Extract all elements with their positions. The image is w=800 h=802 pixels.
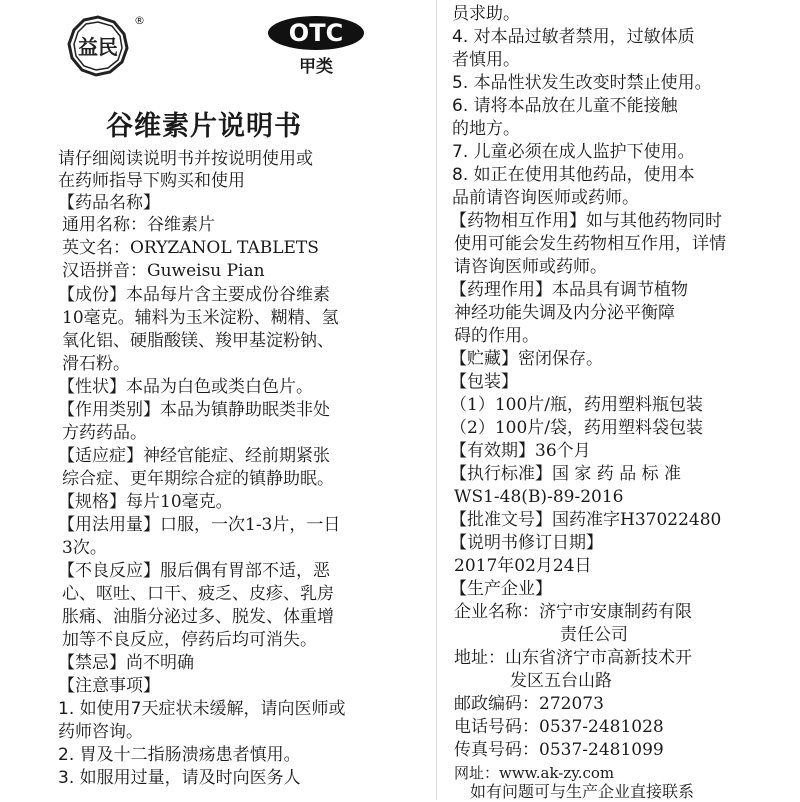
section-properties — [58, 377, 313, 397]
address-line-1: 地址：山东省济宁市高新技术开 — [454, 648, 692, 668]
section-standard — [450, 464, 681, 484]
fax: 传真号码：0537-2481099 — [454, 740, 664, 760]
section-head-properties: 【性状】 — [58, 377, 126, 397]
package-line-2: （2）100片/袋，药用塑料袋包装 — [450, 418, 703, 438]
section-head-adverse: 【不良反应】 — [58, 561, 160, 581]
composition-line-1: 本品每片含主要成份谷维素 — [126, 285, 330, 305]
section-category — [58, 400, 330, 420]
section-head-package: 【包装】 — [450, 372, 518, 392]
address-line-2: 发区五台山路 — [510, 671, 612, 691]
generic-name: 通用名称：谷维素片 — [62, 215, 215, 235]
pinyin-name: 汉语拼音：Guweisu Pian — [62, 261, 265, 281]
section-validity — [450, 441, 591, 461]
logo-text: 益民 — [78, 35, 118, 59]
precaution-8b: 品前请咨询医师或药师。 — [452, 188, 639, 208]
section-head-precautions: 【注意事项】 — [58, 676, 160, 696]
composition-line-4: 滑石粉。 — [62, 354, 130, 374]
section-head-interaction: 【药物相互作用】 — [450, 211, 586, 231]
maker-name-line-2: 责任公司 — [560, 625, 628, 645]
section-head-standard: 【执行标准】 — [450, 464, 552, 484]
section-head-storage: 【贮藏】 — [450, 349, 518, 369]
contra-line-1: 尚不明确 — [126, 653, 194, 673]
postcode: 邮政编码：272073 — [454, 694, 604, 714]
interaction-line-1: 如与其他药物同时 — [586, 211, 722, 231]
validity-line-1: 36个月 — [535, 441, 591, 461]
precaution-3: 3. 如服用过量，请及时向医务人 — [58, 768, 301, 788]
section-head-validity: 【有效期】 — [450, 441, 535, 461]
standard-line-2: WS1-48(B)-89-2016 — [454, 487, 624, 507]
category-line-1: 本品为镇静助眠类非处 — [160, 400, 330, 420]
english-name: 英文名：ORYZANOL TABLETS — [62, 238, 319, 258]
precaution-6b: 的地方。 — [452, 119, 520, 139]
category-line-2: 方药药品。 — [62, 423, 147, 443]
pharm-line-3: 碍的作用。 — [454, 326, 539, 346]
interaction-line-2: 使用可能会发生药物相互作用，详情 — [454, 234, 726, 254]
precaution-4a: 4. 对本品过敏者禁用，过敏体质 — [452, 27, 695, 47]
pharm-line-2: 神经功能失调及内分泌平衡障 — [454, 303, 675, 323]
pharm-line-1: 本品具有调节植物 — [552, 280, 688, 300]
precaution-4b: 者慎用。 — [452, 50, 520, 70]
package-line-1: （1）100片/瓶，药用塑料瓶包装 — [450, 395, 703, 415]
section-usage — [58, 515, 340, 535]
precaution-1b: 药师咨询。 — [58, 722, 143, 742]
usage-line-1: 口服，一次1-3片，一日 — [160, 515, 341, 535]
column-divider — [436, 0, 437, 800]
precaution-6a: 6. 请将本品放在儿童不能接触 — [452, 96, 678, 116]
indication-line-2: 综合症、更年期综合症的镇静助眠。 — [62, 469, 334, 489]
section-head-category: 【作用类别】 — [58, 400, 160, 420]
page-title: 谷维素片说明书 — [106, 111, 302, 142]
precaution-7: 7. 儿童必须在成人监护下使用。 — [452, 142, 695, 162]
precaution-2: 2. 胃及十二指肠溃疡患者慎用。 — [58, 745, 301, 765]
section-interaction — [450, 211, 722, 231]
section-head-usage: 【用法用量】 — [58, 515, 160, 535]
adverse-line-3: 胀痛、油脂分泌过多、脱发、体重增 — [62, 607, 334, 627]
section-head-composition: 【成份】 — [58, 285, 126, 305]
composition-line-2: 10毫克。辅料为玉米淀粉、糊精、氢 — [62, 308, 339, 328]
spec-line-1: 每片10毫克。 — [126, 492, 233, 512]
section-approval — [450, 510, 721, 530]
otc-class-label: 甲类 — [299, 57, 333, 77]
section-adverse — [58, 561, 330, 581]
intro-line-1: 请仔细阅读说明书并按说明使用或 — [58, 149, 313, 169]
adverse-line-1: 服后偶有胃部不适，恶 — [160, 561, 330, 581]
storage-line-1: 密闭保存。 — [518, 349, 603, 369]
revision-date: 2017年02月24日 — [454, 556, 592, 576]
website: 网址：www.ak-zy.com — [454, 764, 615, 782]
approval-line-1: 国药准字H37022480 — [552, 510, 722, 530]
registered-mark-icon: ® — [134, 14, 145, 27]
maker-name-line-1: 企业名称：济宁市安康制药有限 — [454, 602, 692, 622]
interaction-line-3: 请咨询医师或药师。 — [454, 257, 607, 277]
phone: 电话号码：0537-2481028 — [454, 717, 664, 737]
footer-note: 如有问题可与生产企业直接联系 — [470, 782, 695, 801]
section-storage — [450, 349, 603, 369]
adverse-line-4: 加等不良反应，停药后均可消失。 — [62, 630, 317, 650]
composition-line-3: 氧化铝、硬脂酸镁、羧甲基淀粉钠、 — [62, 331, 334, 351]
section-spec — [58, 492, 233, 512]
otc-badge: OTC — [268, 16, 364, 50]
section-pharm — [450, 280, 688, 300]
section-head-approval: 【批准文号】 — [450, 510, 552, 530]
section-head-revision: 【说明书修订日期】 — [450, 533, 603, 553]
section-head-indication: 【适应症】 — [58, 446, 143, 466]
section-head-pharm: 【药理作用】 — [450, 280, 552, 300]
section-contra — [58, 653, 194, 673]
precaution-5: 5. 本品性状发生改变时禁止使用。 — [452, 73, 712, 93]
precaution-1a: 1. 如使用7天症状未缓解，请向医师或 — [58, 699, 346, 719]
company-logo — [66, 14, 130, 78]
section-head-drug-name: 【药品名称】 — [58, 193, 160, 213]
section-head-spec: 【规格】 — [58, 492, 126, 512]
precaution-3b: 员求助。 — [452, 4, 520, 24]
otc-badge-group — [268, 16, 364, 77]
section-head-contra: 【禁忌】 — [58, 653, 126, 673]
adverse-line-2: 心、呕吐、口干、疲乏、皮疹、乳房 — [62, 584, 334, 604]
precaution-8a: 8. 如正在使用其他药品，使用本 — [452, 165, 695, 185]
section-composition — [58, 285, 330, 305]
section-indication — [58, 446, 330, 466]
properties-line-1: 本品为白色或类白色片。 — [126, 377, 313, 397]
usage-line-2: 3次。 — [62, 538, 107, 558]
standard-line-1: 国 家 药 品 标 准 — [552, 464, 682, 484]
section-head-maker: 【生产企业】 — [450, 579, 552, 599]
intro-line-2: 在药师指导下购买和使用 — [58, 171, 245, 191]
indication-line-1: 神经官能症、经前期紧张 — [143, 446, 330, 466]
